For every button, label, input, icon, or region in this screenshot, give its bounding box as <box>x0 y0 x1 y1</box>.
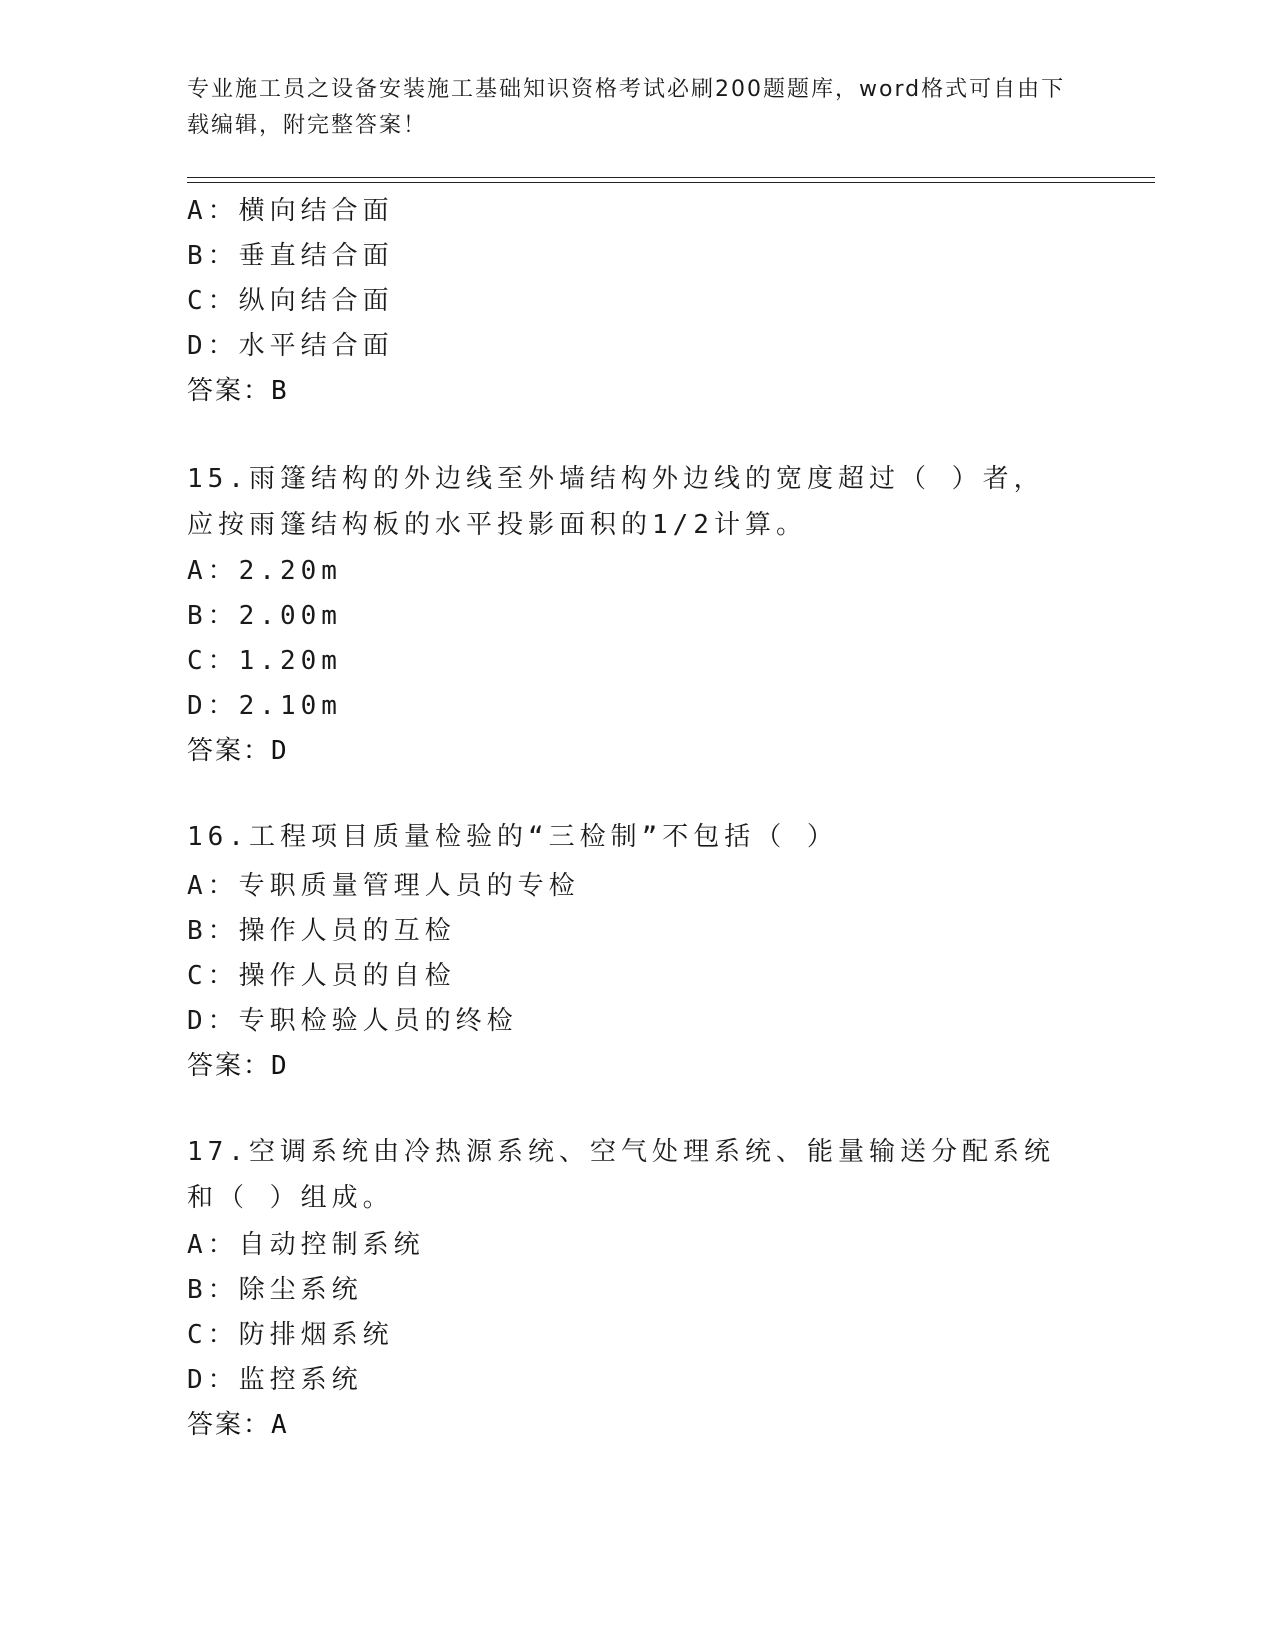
answer-line: 答案：D <box>187 1051 289 1081</box>
question-17: 17.空调系统由冷热源系统、空气处理系统、能量输送分配系统和（ ）组成。 <box>187 1137 1055 1213</box>
header-divider-top <box>187 177 1155 178</box>
option-d: D：监控系统 <box>187 1365 363 1395</box>
option-a: A：专职质量管理人员的专检 <box>187 871 580 901</box>
option-a: A：2.20m <box>187 556 342 586</box>
document-header: 专业施工员之设备安装施工基础知识资格考试必刷200题题库，word格式可自由下载编辑，附完整答案！ <box>187 77 1066 138</box>
answer-line: 答案：D <box>187 736 289 766</box>
question-15: 15.雨篷结构的外边线至外墙结构外边线的宽度超过（ ）者，应按雨篷结构板的水平投影面积的1/2计算。 <box>187 464 1045 540</box>
option-a: A：横向结合面 <box>187 196 394 226</box>
option-c: C：纵向结合面 <box>187 286 394 316</box>
question-16: 16.工程项目质量检验的“三检制”不包括（ ） <box>187 822 838 852</box>
option-d: D：2.10m <box>187 691 342 721</box>
option-d: D：专职检验人员的终检 <box>187 1006 518 1036</box>
option-d: D：水平结合面 <box>187 331 394 361</box>
option-b: B：除尘系统 <box>187 1275 363 1305</box>
option-b: B：垂直结合面 <box>187 241 394 271</box>
option-a: A：自动控制系统 <box>187 1230 425 1260</box>
option-c: C：1.20m <box>187 646 342 676</box>
option-b: B：操作人员的互检 <box>187 916 456 946</box>
answer-line: 答案：A <box>187 1410 289 1440</box>
option-c: C：操作人员的自检 <box>187 961 456 991</box>
answer-line: 答案：B <box>187 376 289 406</box>
option-b: B：2.00m <box>187 601 342 631</box>
header-divider-bottom <box>187 182 1155 183</box>
option-c: C：防排烟系统 <box>187 1320 394 1350</box>
